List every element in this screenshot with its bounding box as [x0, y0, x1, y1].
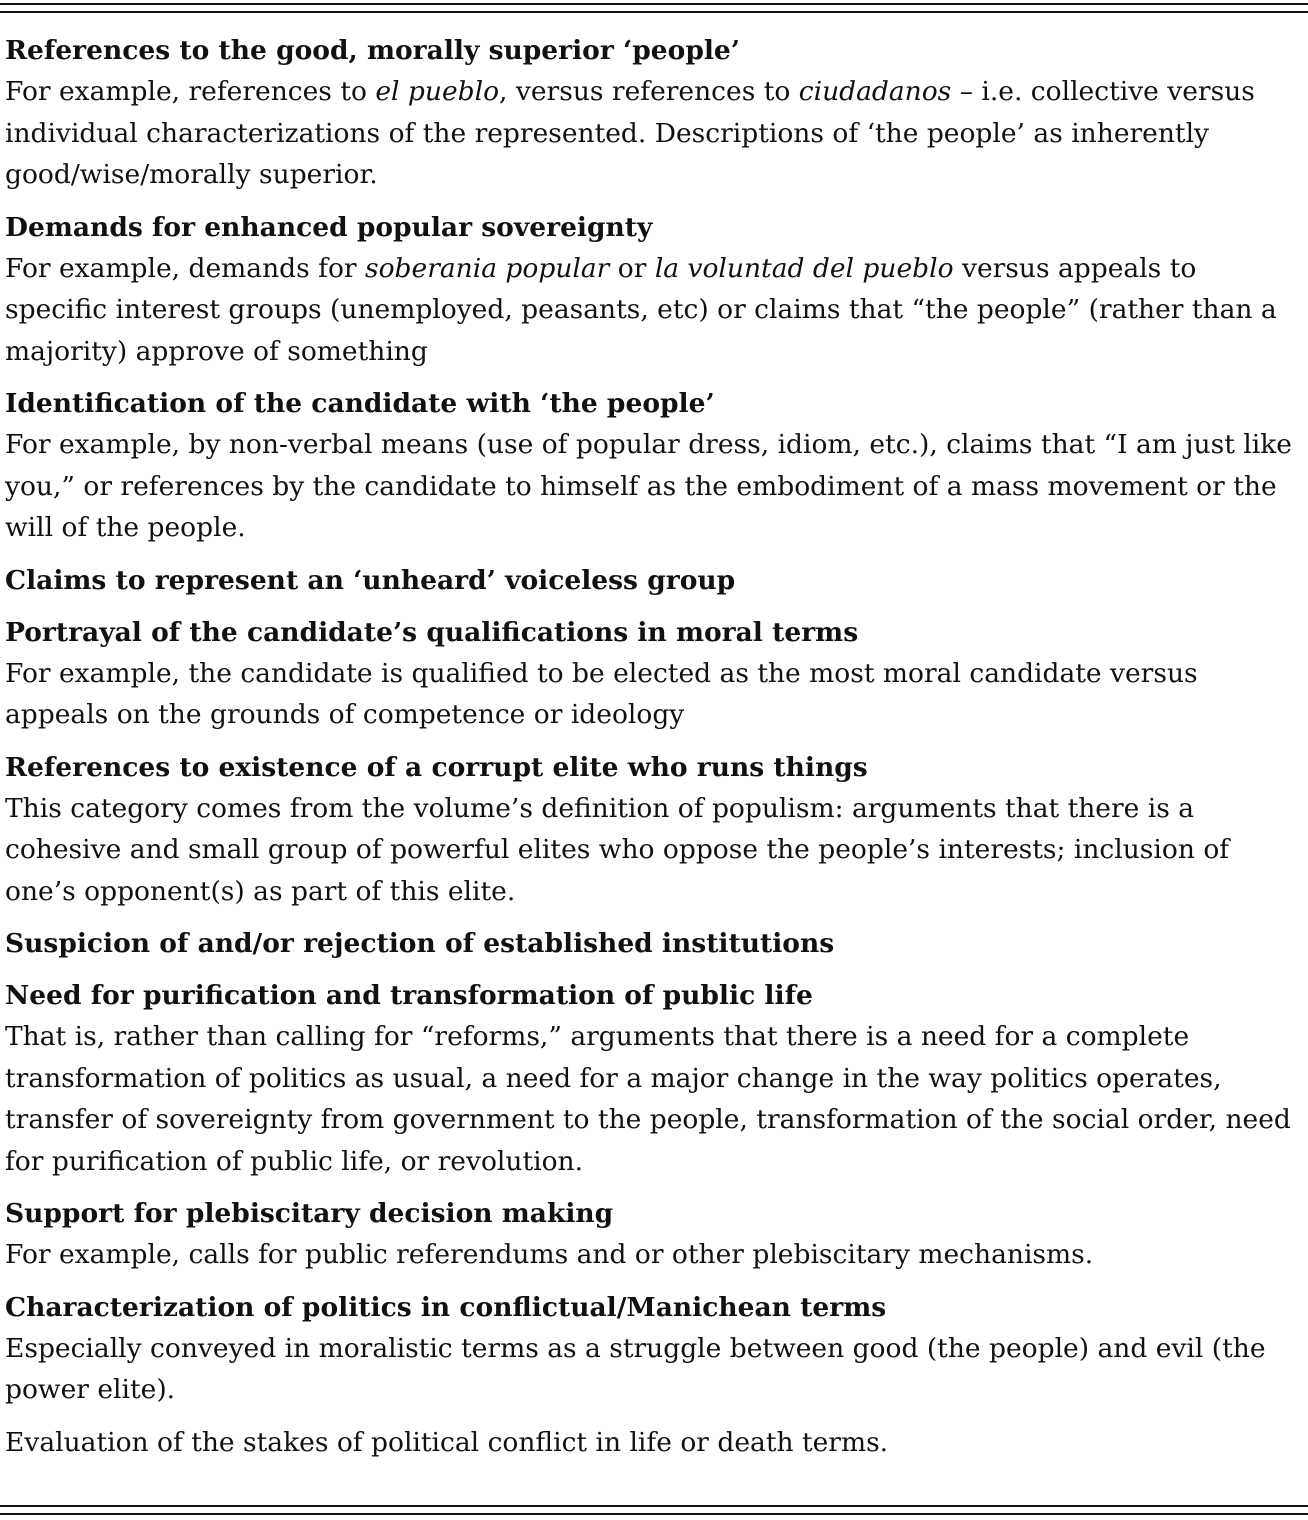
bottom-rule-outer	[0, 1513, 1308, 1515]
entry-heading: References to the good, morally superior ‘people’	[5, 35, 741, 66]
entry-body: This category comes from the volume’s definition of populism: arguments that there is a cohesive and small group of powerful elites who oppose the people’s interests; inclusion of one’s opponent(s) as part of this elite.	[5, 792, 1230, 907]
entry-body: That is, rather than calling for “reforms,” arguments that there is a need for a complete transformation of politics as usual, a need for a major change in the way politics operates, transfer of sovereignty from government to the people, transformation of the social order, need for purification of public life, or revolution.	[5, 1021, 1291, 1177]
entry-heading: Support for plebiscitary decision making	[5, 1198, 614, 1229]
entry-heading: Suspicion of and/or rejection of established institutions	[5, 928, 835, 959]
entry-heading: Claims to represent an ‘unheard’ voiceless group	[5, 564, 736, 596]
entry-popular-sovereignty	[5, 207, 1305, 373]
entry-body: For example, calls for public referendums and or other plebiscitary mechanisms.	[5, 1239, 1094, 1270]
bottom-rule-inner	[0, 1505, 1308, 1507]
entry-stakes	[5, 1422, 1305, 1464]
entry-body: For example, by non-verbal means (use of popular dress, idiom, etc.), claims that “I am just like you,” or references by the candidate to himself as the embodiment of a mass movement or the will of the people.	[5, 429, 1292, 543]
entry-body: Evaluation of the stakes of political conflict in life or death terms.	[5, 1426, 889, 1458]
entry-manichean	[5, 1287, 1305, 1411]
entry-identification	[5, 383, 1305, 549]
entry-unheard-group	[5, 560, 1305, 601]
entry-purification	[5, 975, 1305, 1182]
entry-body: Especially conveyed in moralistic terms as a struggle between good (the people) and evil (the power elite).	[5, 1332, 1266, 1405]
entry-heading: Need for purification and transformation of public life	[5, 980, 813, 1011]
entry-body: For example, demands for soberania popular or la voluntad del pueblo versus appeals to specific interest groups (unemployed, peasants, etc) or claims that “the people” (rather than a majority) approve of something	[5, 252, 1277, 367]
entry-heading: Portrayal of the candidate’s qualifications in moral terms	[5, 616, 859, 648]
entry-plebiscitary	[5, 1193, 1305, 1276]
entry-corrupt-elite	[5, 747, 1305, 913]
entry-moral-qualifications	[5, 612, 1305, 736]
entry-institutions	[5, 923, 1305, 964]
entry-heading: References to existence of a corrupt elite who runs things	[5, 751, 868, 783]
entry-heading: Identification of the candidate with ‘the people’	[5, 388, 715, 419]
top-rule-inner	[0, 11, 1308, 13]
entry-heading: Characterization of politics in conflictual/Manichean terms	[5, 1291, 887, 1323]
top-rule-outer	[0, 3, 1308, 5]
category-list	[5, 30, 1305, 1463]
entry-good-people	[5, 30, 1305, 196]
entry-body: For example, the candidate is qualified to be elected as the most moral candidate versus appeals on the grounds of competence or ideology	[5, 657, 1198, 730]
entry-heading: Demands for enhanced popular sovereignty	[5, 211, 653, 243]
entry-body: For example, references to el pueblo, versus references to ciudadanos – i.e. collective versus individual characterizations of the represented. Descriptions of ‘the people’ as inherently good/wise/morally superior.	[5, 76, 1255, 190]
